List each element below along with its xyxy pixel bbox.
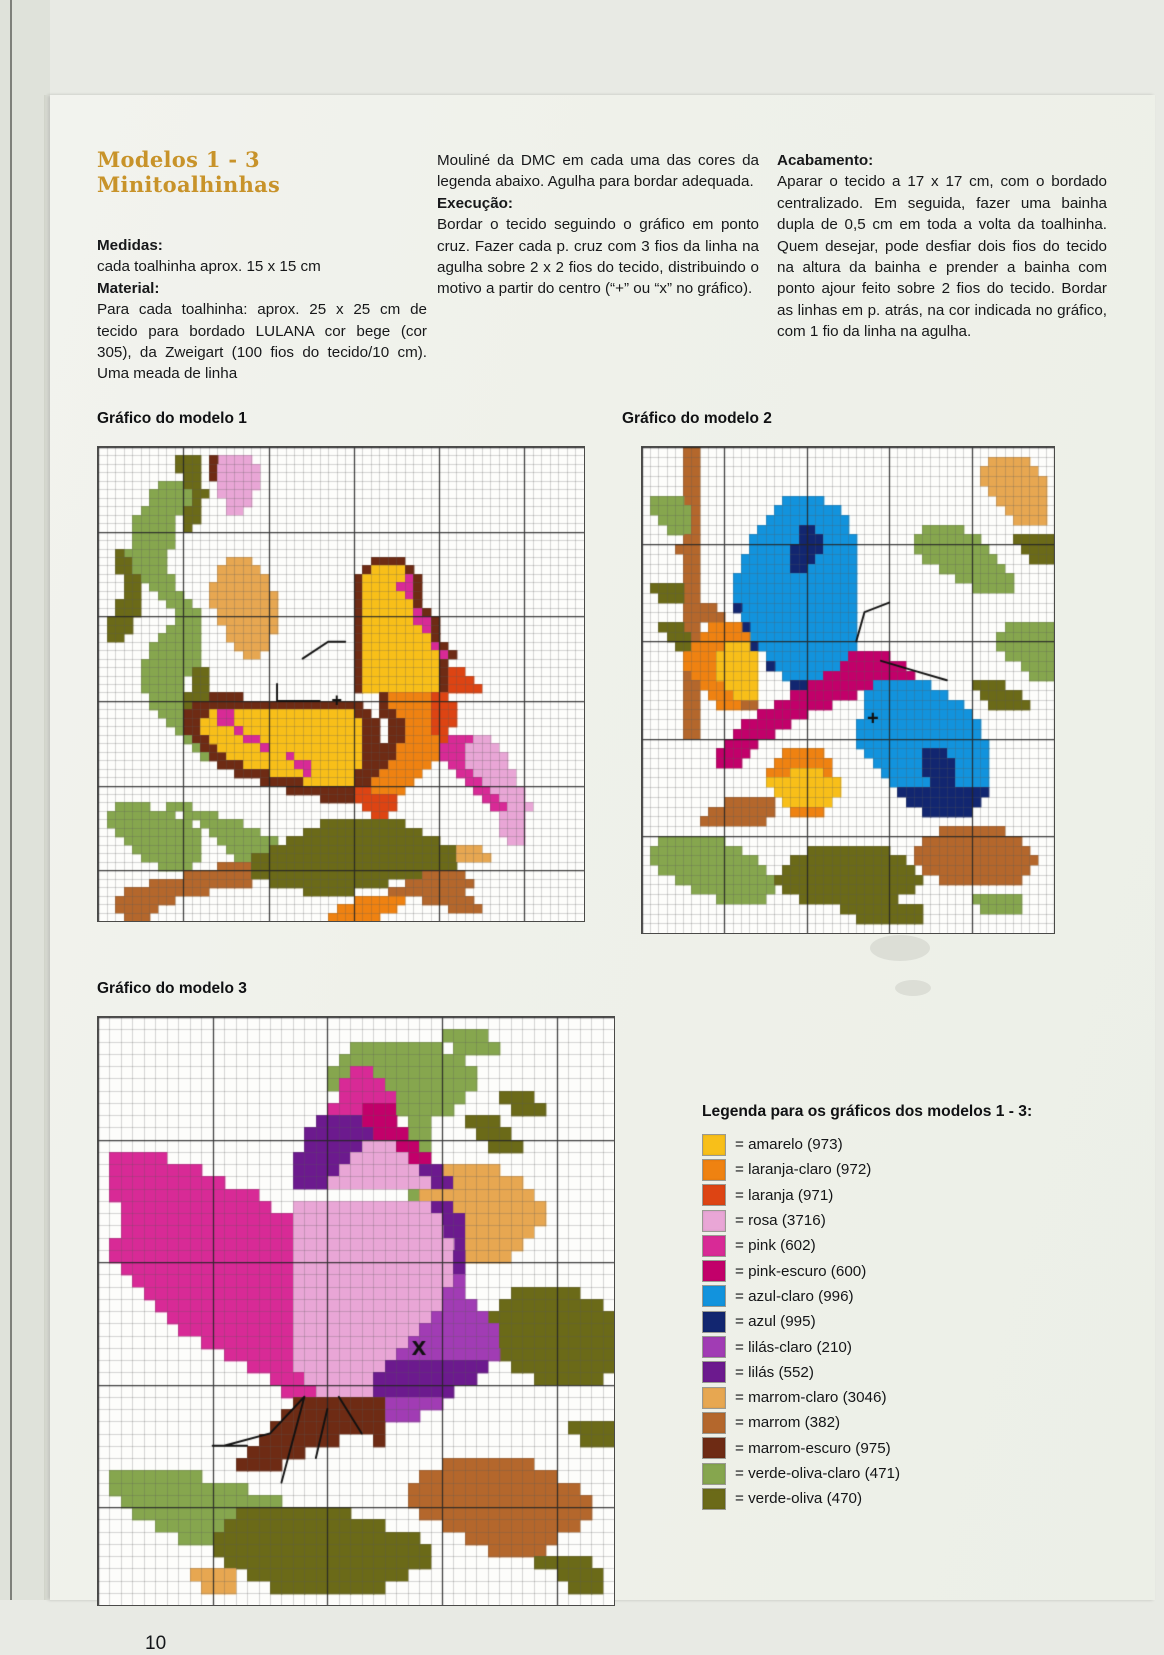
legend-label-azul: = azul (995) (735, 1313, 816, 1331)
legend-label-laranja: = laranja (971) (735, 1186, 834, 1204)
column-left (97, 235, 427, 385)
text-medidas: cada toalhinha aprox. 15 x 15 cm (97, 258, 321, 276)
legend-label-laranja-claro: = laranja-claro (972) (735, 1161, 872, 1179)
legend-item-pink (702, 1233, 1132, 1258)
column-right (777, 150, 1107, 343)
title-line-1: Modelos 1 - 3 (97, 147, 260, 172)
label-material: Material: (97, 279, 160, 297)
legend-item-marrom-escuro (702, 1436, 1132, 1461)
chart-1-canvas[interactable] (98, 447, 584, 921)
chart-modelo-3[interactable] (97, 1016, 615, 1606)
title-line-2: Minitoalhinhas (97, 172, 281, 197)
text-acabamento: Aparar o tecido a 17 x 17 cm, com o bordado centralizado. Em seguida, fazer uma bainha dupla de 0,5 cm em toda a volta da toalhinha. Quem desejar, pode desfiar dois fios do tecido na altura da bainha e prender a bainha com ponto ajour feito sobre 2 fios do tecido. Bordar as linhas em p. atrás, na cor indicada no gráfico, com 1 fio da linha na agulha. (777, 173, 1107, 341)
legend-item-marrom-claro (702, 1385, 1132, 1410)
text-mouline: Mouliné da DMC em cada uma das cores da legenda abaixo. Agulha para bordar adequada. (437, 152, 759, 191)
column-middle (437, 150, 759, 300)
legend-swatch-lilas (702, 1361, 726, 1383)
scan-left-margin (0, 0, 50, 1600)
label-medidas: Medidas: (97, 237, 163, 254)
legend-swatch-laranja (702, 1184, 726, 1206)
chart-3-canvas[interactable] (98, 1017, 614, 1605)
intro-text-columns (97, 150, 1107, 470)
legend-swatch-amarelo (702, 1134, 726, 1156)
legend-swatch-pink-escuro (702, 1260, 726, 1282)
legend-label-lilas-claro: = lilás-claro (210) (735, 1338, 852, 1356)
legend-label-pink-escuro: = pink-escuro (600) (735, 1262, 867, 1280)
legend-label-marrom-escuro: = marrom-escuro (975) (735, 1439, 891, 1457)
legend-swatch-laranja-claro (702, 1159, 726, 1181)
magazine-page (50, 95, 1155, 1654)
text-material: Para cada toalhinha: aprox. 25 x 25 cm de tecido para bordado LULANA cor bege (cor 305), da Zweigart (100 fios do tecido/10 cm). Uma meada de linha (97, 301, 427, 383)
legend-item-verde-oliva (702, 1486, 1132, 1511)
legend-item-azul (702, 1309, 1132, 1334)
scan-blemish (870, 935, 930, 961)
legend-item-pink-escuro (702, 1258, 1132, 1283)
legend-swatch-azul (702, 1311, 726, 1333)
legend-swatch-pink (702, 1235, 726, 1257)
legend-swatch-marrom-escuro (702, 1437, 726, 1459)
legend-item-lilas-claro (702, 1334, 1132, 1359)
legend-label-amarelo: = amarelo (973) (735, 1136, 843, 1154)
legend-item-laranja-claro (702, 1157, 1132, 1182)
chart-modelo-2[interactable] (641, 446, 1055, 934)
label-execucao: Execução: (437, 194, 513, 212)
legend-label-verde-oliva: = verde-oliva (470) (735, 1490, 863, 1508)
legend-item-lilas (702, 1360, 1132, 1385)
legend-item-verde-oliva-claro (702, 1461, 1132, 1486)
legend-label-azul-claro: = azul-claro (996) (735, 1287, 854, 1305)
legend-label-pink: = pink (602) (735, 1237, 816, 1255)
legend-swatch-verde-oliva-claro (702, 1463, 726, 1485)
legend-item-marrom (702, 1410, 1132, 1435)
legend-item-laranja (702, 1183, 1132, 1208)
legend-item-amarelo (702, 1132, 1132, 1157)
text-execucao: Bordar o tecido seguindo o gráfico em ponto cruz. Fazer cada p. cruz com 3 fios da linha na agulha sobre 2 x 2 fios do tecido, distribuindo o motivo a partir do centro (“+” ou “x” no gráfico). (437, 216, 759, 298)
caption-chart-2: Gráfico do modelo 2 (622, 410, 772, 427)
legend-label-lilas: = lilás (552) (735, 1363, 814, 1381)
legend-label-verde-oliva-claro: = verde-oliva-claro (471) (735, 1465, 901, 1482)
page-number: 10 (145, 1633, 167, 1654)
scan-blemish (895, 980, 931, 996)
legend-label-marrom: = marrom (382) (735, 1414, 841, 1432)
legend-label-rosa: = rosa (3716) (735, 1212, 826, 1230)
chart-2-canvas[interactable] (642, 447, 1054, 933)
label-acabamento: Acabamento: (777, 152, 874, 169)
legend-swatch-azul-claro (702, 1285, 726, 1307)
caption-chart-1: Gráfico do modelo 1 (97, 410, 247, 427)
legend-panel (702, 1103, 1132, 1511)
legend-swatch-marrom (702, 1412, 726, 1434)
caption-chart-3: Gráfico do modelo 3 (97, 980, 247, 997)
chart-modelo-1[interactable] (97, 446, 585, 922)
legend-item-azul-claro (702, 1284, 1132, 1309)
legend-label-marrom-claro: = marrom-claro (3046) (735, 1389, 887, 1407)
legend-title: Legenda para os gráficos dos modelos 1 - 3: (702, 1103, 1033, 1120)
legend-swatch-marrom-claro (702, 1387, 726, 1409)
legend-item-rosa (702, 1208, 1132, 1233)
legend-rows (702, 1132, 1132, 1511)
legend-swatch-rosa (702, 1210, 726, 1232)
legend-swatch-verde-oliva (702, 1488, 726, 1510)
legend-swatch-lilas-claro (702, 1336, 726, 1358)
